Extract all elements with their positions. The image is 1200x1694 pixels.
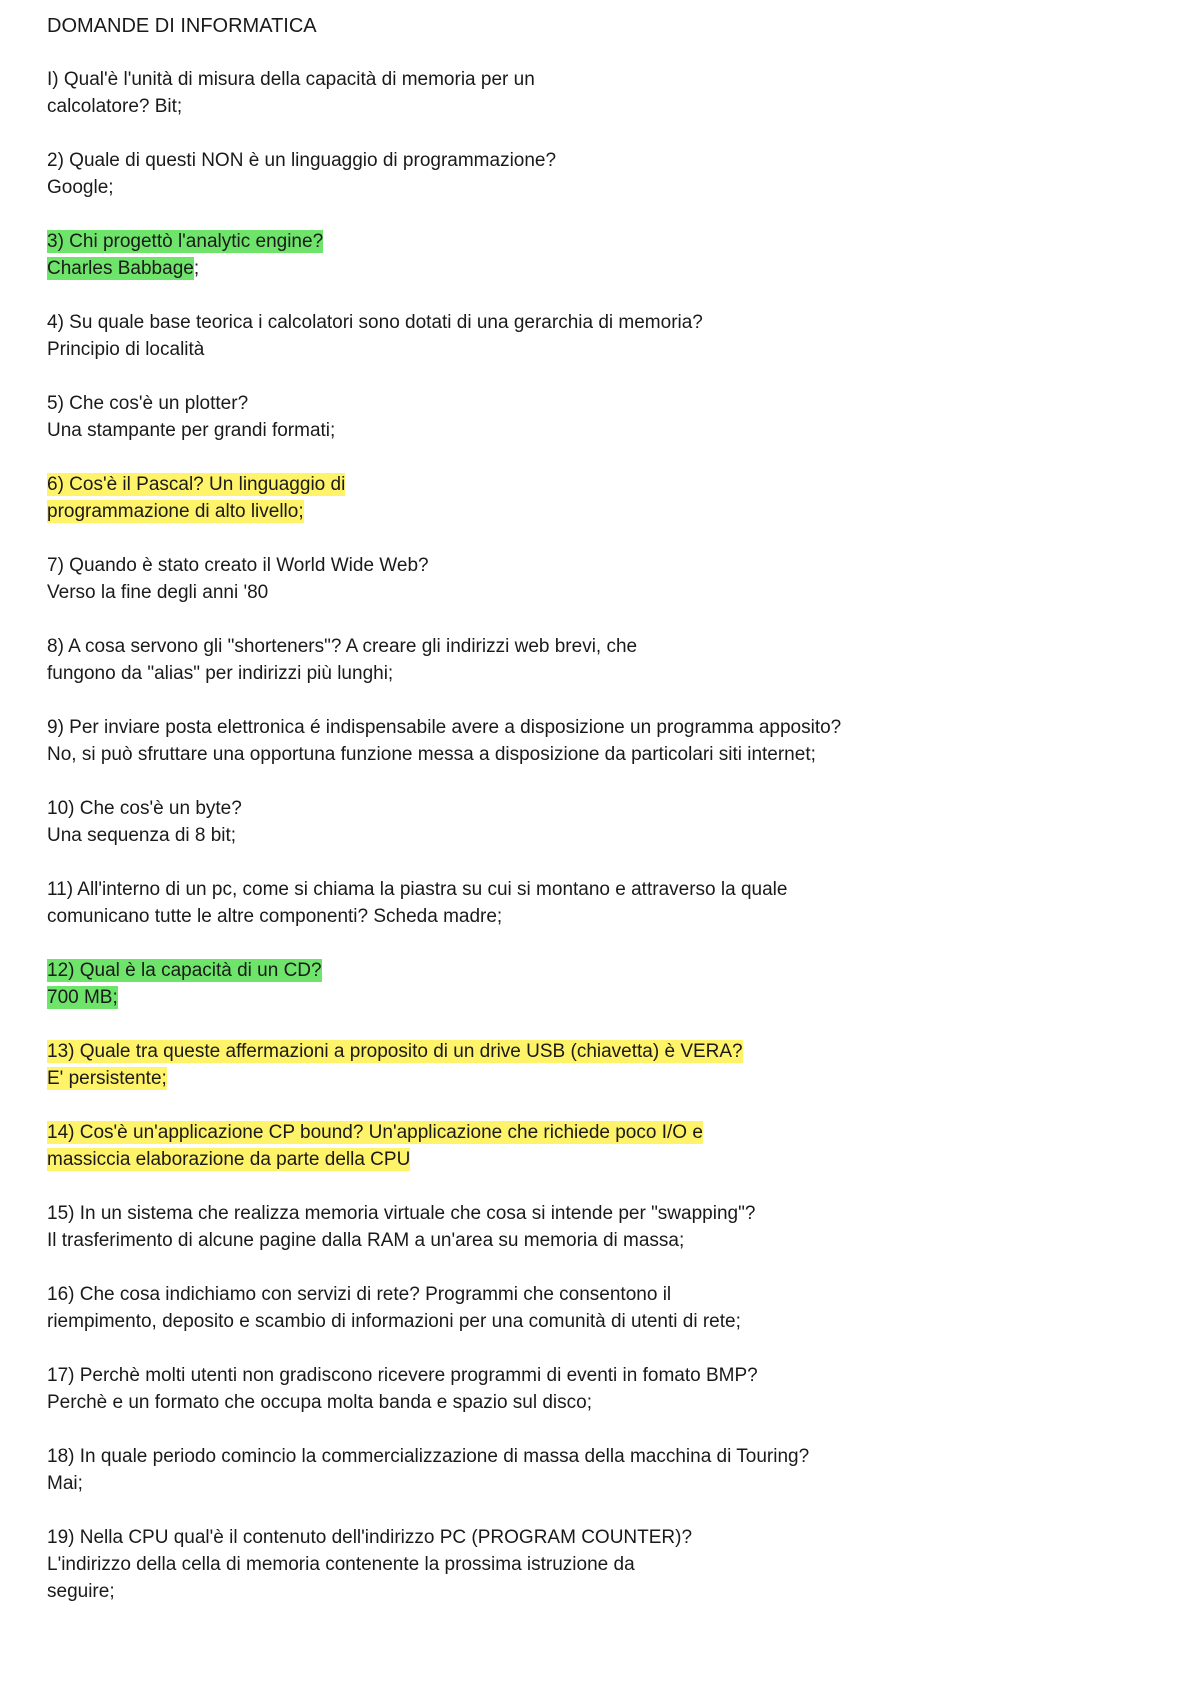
text-line xyxy=(47,1362,1167,1389)
document-page xyxy=(47,11,1167,1632)
highlighted-text: E' persistente; xyxy=(47,1068,167,1089)
text-line xyxy=(47,390,1167,417)
text-line xyxy=(47,876,1167,903)
text-line xyxy=(47,228,1167,255)
question-item-10 xyxy=(47,795,1167,849)
text-line xyxy=(47,1551,1167,1578)
text-line xyxy=(47,714,1167,741)
highlighted-text: 6) Cos'è il Pascal? Un linguaggio di xyxy=(47,474,346,495)
text-segment: 2) Quale di questi NON è un linguaggio di programmazione? xyxy=(47,150,557,171)
text-line xyxy=(47,93,1167,120)
text-line xyxy=(47,498,1167,525)
text-line xyxy=(47,1524,1167,1551)
highlighted-text: massiccia elaborazione da parte della CPU xyxy=(47,1149,411,1170)
text-line xyxy=(47,822,1167,849)
text-segment: 19) Nella CPU qual'è il contenuto dell'indirizzo PC (PROGRAM COUNTER)? xyxy=(47,1527,693,1548)
text-segment: 17) Perchè molti utenti non gradiscono ricevere programmi di eventi in fomato BMP? xyxy=(47,1365,758,1386)
highlighted-text: Charles Babbage xyxy=(47,258,194,279)
text-segment: 7) Quando è stato creato il World Wide Web? xyxy=(47,555,429,576)
question-item-8 xyxy=(47,633,1167,687)
question-item-11 xyxy=(47,876,1167,930)
text-segment: fungono da "alias" per indirizzi più lunghi; xyxy=(47,663,394,684)
question-item-4 xyxy=(47,309,1167,363)
text-segment: Una stampante per grandi formati; xyxy=(47,420,336,441)
text-segment: 8) A cosa servono gli "shorteners"? A creare gli indirizzi web brevi, che xyxy=(47,636,638,657)
text-line xyxy=(47,984,1167,1011)
question-item-1 xyxy=(47,66,1167,120)
text-segment: calcolatore? Bit; xyxy=(47,96,183,117)
text-line xyxy=(47,1200,1167,1227)
text-segment: 11) All'interno di un pc, come si chiama la piastra su cui si montano e attraverso la quale xyxy=(47,879,788,900)
text-segment: 15) In un sistema che realizza memoria virtuale che cosa si intende per "swapping"? xyxy=(47,1203,756,1224)
highlighted-text: 14) Cos'è un'applicazione CP bound? Un'applicazione che richiede poco I/O e xyxy=(47,1122,703,1143)
question-item-2 xyxy=(47,147,1167,201)
document-title: DOMANDE DI INFORMATICA xyxy=(47,15,317,37)
question-item-18 xyxy=(47,1443,1167,1497)
text-segment: comunicano tutte le altre componenti? Scheda madre; xyxy=(47,906,503,927)
text-line xyxy=(47,417,1167,444)
question-item-19 xyxy=(47,1524,1167,1605)
question-item-13 xyxy=(47,1038,1167,1092)
highlighted-text: 12) Qual è la capacità di un CD? xyxy=(47,960,322,981)
highlighted-text: 3) Chi progettò l'analytic engine? xyxy=(47,231,324,252)
highlighted-text: 700 MB; xyxy=(47,987,118,1008)
question-item-16 xyxy=(47,1281,1167,1335)
text-line xyxy=(47,471,1167,498)
text-line xyxy=(47,1038,1167,1065)
text-segment: seguire; xyxy=(47,1581,115,1602)
text-line xyxy=(47,255,1167,282)
text-segment: 18) In quale periodo comincio la commercializzazione di massa della macchina di Touring? xyxy=(47,1446,810,1467)
question-item-9 xyxy=(47,714,1167,768)
text-segment: Mai; xyxy=(47,1473,83,1494)
text-line xyxy=(47,1308,1167,1335)
question-item-14 xyxy=(47,1119,1167,1173)
text-segment: Verso la fine degli anni '80 xyxy=(47,582,269,603)
question-list xyxy=(47,66,1167,1605)
text-segment: 5) Che cos'è un plotter? xyxy=(47,393,249,414)
text-line xyxy=(47,741,1167,768)
text-segment: riempimento, deposito e scambio di informazioni per una comunità di utenti di rete; xyxy=(47,1311,741,1332)
question-item-6 xyxy=(47,471,1167,525)
text-segment: I) Qual'è l'unità di misura della capacità di memoria per un xyxy=(47,69,535,90)
text-line xyxy=(47,147,1167,174)
text-line xyxy=(47,1281,1167,1308)
text-line xyxy=(47,1227,1167,1254)
highlighted-text: programmazione di alto livello; xyxy=(47,501,304,522)
question-item-15 xyxy=(47,1200,1167,1254)
text-line xyxy=(47,1443,1167,1470)
text-line xyxy=(47,336,1167,363)
text-line xyxy=(47,579,1167,606)
text-segment: Google; xyxy=(47,177,114,198)
text-line xyxy=(47,795,1167,822)
text-line xyxy=(47,957,1167,984)
text-segment: L'indirizzo della cella di memoria contenente la prossima istruzione da xyxy=(47,1554,635,1575)
text-segment: Una sequenza di 8 bit; xyxy=(47,825,237,846)
text-segment: 4) Su quale base teorica i calcolatori sono dotati di una gerarchia di memoria? xyxy=(47,312,703,333)
text-segment: No, si può sfruttare una opportuna funzione messa a disposizione da particolari siti internet; xyxy=(47,744,816,765)
text-line xyxy=(47,903,1167,930)
text-line xyxy=(47,309,1167,336)
text-line xyxy=(47,633,1167,660)
text-segment: ; xyxy=(193,258,200,279)
text-segment: 9) Per inviare posta elettronica é indispensabile avere a disposizione un programma apposito? xyxy=(47,717,842,738)
text-line xyxy=(47,552,1167,579)
question-item-17 xyxy=(47,1362,1167,1416)
text-line xyxy=(47,1578,1167,1605)
question-item-5 xyxy=(47,390,1167,444)
question-item-12 xyxy=(47,957,1167,1011)
text-line xyxy=(47,1146,1167,1173)
text-line xyxy=(47,174,1167,201)
text-segment: Perchè e un formato che occupa molta banda e spazio sul disco; xyxy=(47,1392,592,1413)
text-line xyxy=(47,1470,1167,1497)
question-item-7 xyxy=(47,552,1167,606)
text-segment: 16) Che cosa indichiamo con servizi di rete? Programmi che consentono il xyxy=(47,1284,672,1305)
text-segment: Principio di località xyxy=(47,339,205,360)
text-segment: Il trasferimento di alcune pagine dalla RAM a un'area su memoria di massa; xyxy=(47,1230,685,1251)
text-segment: 10) Che cos'è un byte? xyxy=(47,798,242,819)
highlighted-text: 13) Quale tra queste affermazioni a proposito di un drive USB (chiavetta) è VERA? xyxy=(47,1041,743,1062)
text-line xyxy=(47,1119,1167,1146)
question-item-3 xyxy=(47,228,1167,282)
text-line xyxy=(47,66,1167,93)
text-line xyxy=(47,660,1167,687)
text-line xyxy=(47,1389,1167,1416)
text-line xyxy=(47,1065,1167,1092)
